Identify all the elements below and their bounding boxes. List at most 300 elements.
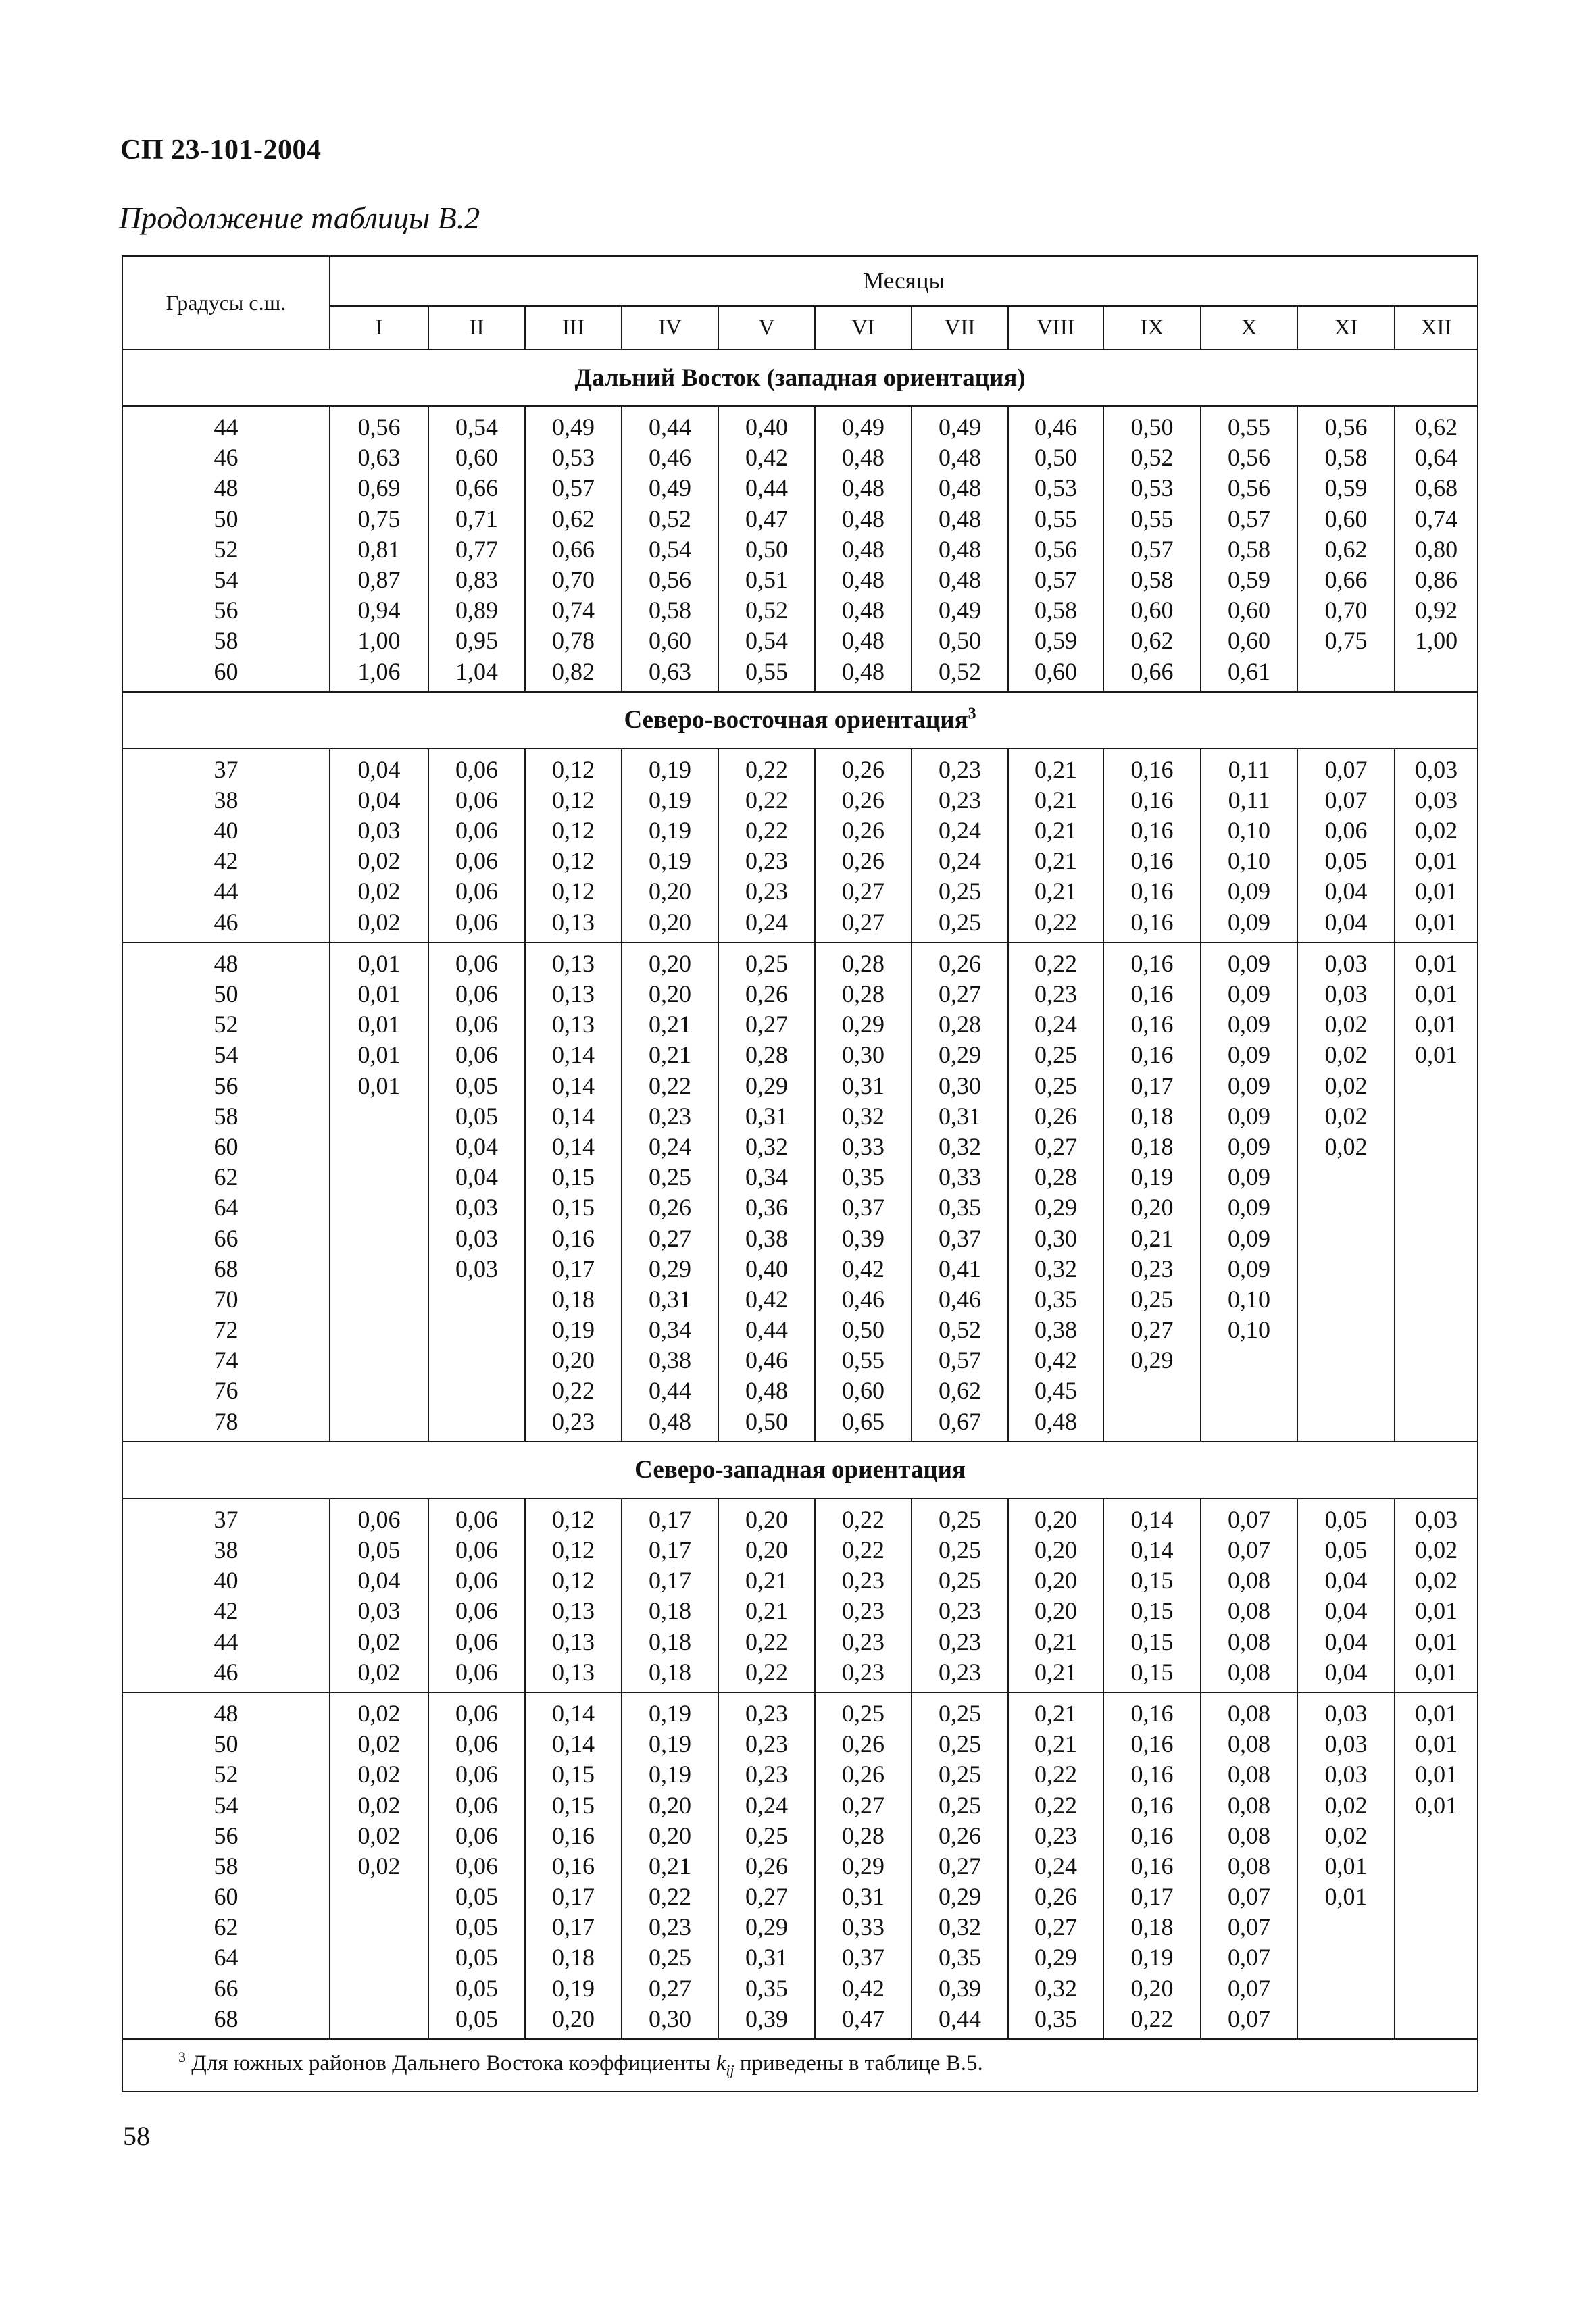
coefficient-value: 0,12 xyxy=(552,847,595,875)
coefficient-value: 0,32 xyxy=(1034,1255,1077,1282)
coefficient-value: 0,02 xyxy=(1324,1821,1368,1849)
latitude-value: 56 xyxy=(214,597,239,624)
coefficient-value: 0,02 xyxy=(357,1730,401,1758)
latitude-value: 48 xyxy=(214,1699,239,1727)
coefficient-value: 0,02 xyxy=(357,1699,401,1727)
coefficient-value: 0,06 xyxy=(455,1821,498,1849)
coefficient-value: 0,95 xyxy=(455,627,498,655)
coefficient-value: 0,57 xyxy=(552,474,595,502)
coefficient-value: 0,21 xyxy=(1034,817,1077,845)
coefficient-value: 0,06 xyxy=(357,1505,401,1533)
coefficient-value: 0,10 xyxy=(1228,817,1270,845)
coefficient-value: 0,53 xyxy=(1034,474,1077,502)
coefficient-value: 0,48 xyxy=(939,444,981,472)
coefficient-value: 0,25 xyxy=(939,908,981,936)
coefficient-value: 0,02 xyxy=(1324,1791,1368,1819)
coefficient-value: 0,18 xyxy=(552,1285,595,1313)
coefficient-value: 0,24 xyxy=(939,847,981,875)
coefficient-value: 0,16 xyxy=(1130,817,1174,845)
coefficient-value: 0,35 xyxy=(939,1194,981,1222)
coefficient-value: 0,01 xyxy=(1415,878,1458,905)
coefficient-value: 0,01 xyxy=(1415,1041,1458,1069)
coefficient-value: 0,56 xyxy=(1228,444,1270,472)
coefficient-value: 0,10 xyxy=(1228,1316,1270,1344)
coefficient-value: 0,51 xyxy=(745,565,788,593)
coefficient-value: 0,02 xyxy=(357,1791,401,1819)
coefficient-value: 0,14 xyxy=(552,1041,595,1069)
coefficient-value: 0,29 xyxy=(842,1011,884,1038)
coefficient-value: 0,50 xyxy=(939,627,981,655)
footnote-symbol: $k_{ij}$ xyxy=(716,2051,734,2079)
coefficient-value: 0,59 xyxy=(1324,474,1368,502)
coefficient-value: 0,05 xyxy=(455,1944,498,1971)
coefficient-value: 0,15 xyxy=(552,1791,595,1819)
data-block-row xyxy=(122,749,1478,942)
coefficient-value: 0,27 xyxy=(842,908,884,936)
coefficient-value: 0,40 xyxy=(745,1255,788,1282)
coefficient-value: 0,25 xyxy=(649,1944,691,1971)
coefficient-value: 0,02 xyxy=(357,1658,401,1686)
coefficient-value: 0,23 xyxy=(649,1102,691,1130)
coefficient-value: 0,28 xyxy=(939,1011,981,1038)
coefficient-value: 0,14 xyxy=(552,1699,595,1727)
month-header-4: IV xyxy=(622,306,718,349)
coefficient-value: 0,06 xyxy=(455,1730,498,1758)
month-header-2: II xyxy=(428,306,525,349)
coefficient-value: 0,14 xyxy=(552,1730,595,1758)
month-header-3: III xyxy=(525,306,622,349)
coefficient-value: 0,18 xyxy=(552,1944,595,1971)
coefficient-value: 0,49 xyxy=(939,597,981,624)
coefficient-value: 0,08 xyxy=(1228,1821,1270,1849)
coefficient-value: 0,57 xyxy=(939,1347,981,1374)
coefficient-value: 0,01 xyxy=(1415,980,1458,1007)
coefficient-value: 0,47 xyxy=(842,2005,884,2032)
month-7-values xyxy=(912,406,1008,692)
coefficient-value: 0,49 xyxy=(552,413,595,441)
coefficient-value: 0,25 xyxy=(939,1730,981,1758)
coefficient-value: 0,69 xyxy=(357,474,401,502)
coefficient-value: 0,25 xyxy=(649,1163,691,1191)
latitude-value: 48 xyxy=(214,949,239,977)
coefficient-value: 0,24 xyxy=(1034,1852,1077,1880)
coefficient-value: 0,08 xyxy=(1228,1791,1270,1819)
coefficient-value: 0,74 xyxy=(1415,505,1458,532)
coefficient-value: 0,70 xyxy=(1324,597,1368,624)
coefficient-value: 0,08 xyxy=(1228,1730,1270,1758)
coefficient-value: 0,22 xyxy=(649,1883,691,1911)
coefficient-value: 0,23 xyxy=(939,786,981,813)
coefficient-value: 0,63 xyxy=(649,657,691,685)
coefficient-value: 0,07 xyxy=(1228,2005,1270,2032)
coefficient-value: 0,26 xyxy=(1034,1883,1077,1911)
coefficient-value: 0,33 xyxy=(842,1132,884,1160)
coefficient-value: 0,55 xyxy=(1130,505,1174,532)
latitude-value: 58 xyxy=(214,1102,239,1130)
coefficient-value: 0,16 xyxy=(1130,1761,1174,1788)
coefficient-value: 0,24 xyxy=(939,817,981,845)
month-header-1: I xyxy=(330,306,428,349)
coefficient-value: 0,44 xyxy=(649,413,691,441)
coefficient-value: 0,06 xyxy=(455,786,498,813)
coefficient-value: 0,60 xyxy=(649,627,691,655)
latitude-value: 56 xyxy=(214,1821,239,1849)
coefficient-value: 0,03 xyxy=(357,1597,401,1625)
coefficient-value: 0,09 xyxy=(1228,1041,1270,1069)
coefficient-value: 0,31 xyxy=(939,1102,981,1130)
latitude-value: 38 xyxy=(214,1536,239,1563)
coefficient-value: 0,50 xyxy=(842,1316,884,1344)
coefficient-value: 0,08 xyxy=(1228,1852,1270,1880)
coefficient-value: 0,26 xyxy=(842,1761,884,1788)
coefficient-value: 0,09 xyxy=(1228,1255,1270,1282)
month-header-12: XII xyxy=(1395,306,1478,349)
coefficient-value: 0,07 xyxy=(1324,786,1368,813)
coefficient-value: 0,34 xyxy=(745,1163,788,1191)
month-3-values xyxy=(525,942,622,1442)
coefficient-value: 0,62 xyxy=(1130,627,1174,655)
coefficient-value: 0,42 xyxy=(745,444,788,472)
coefficient-value: 0,30 xyxy=(649,2005,691,2032)
coefficient-value: 0,21 xyxy=(649,1852,691,1880)
coefficient-value: 0,44 xyxy=(939,2005,981,2032)
latitude-value: 46 xyxy=(214,908,239,936)
month-12-values xyxy=(1395,406,1478,692)
latitude-value: 54 xyxy=(214,1791,239,1819)
coefficient-value: 0,52 xyxy=(649,505,691,532)
coefficient-value: 0,06 xyxy=(455,1699,498,1727)
coefficient-value: 0,16 xyxy=(1130,878,1174,905)
section-title-row xyxy=(122,1442,1478,1499)
coefficient-value: 0,46 xyxy=(745,1347,788,1374)
coefficient-value: 0,02 xyxy=(1324,1072,1368,1099)
coefficient-value: 0,49 xyxy=(939,413,981,441)
coefficient-value: 0,01 xyxy=(1415,1791,1458,1819)
coefficient-value: 0,52 xyxy=(939,1316,981,1344)
coefficient-value: 0,16 xyxy=(1130,1821,1174,1849)
coefficient-value: 0,53 xyxy=(1130,474,1174,502)
month-12-values xyxy=(1395,1692,1478,2039)
coefficient-value: 0,59 xyxy=(1228,565,1270,593)
coefficient-value: 0,12 xyxy=(552,1505,595,1533)
footnote-text-before: Для южных районов Дальнего Востока коэффициенты xyxy=(191,2051,716,2076)
coefficient-value: 0,02 xyxy=(357,847,401,875)
coefficient-value: 0,17 xyxy=(1130,1072,1174,1099)
coefficient-value: 0,31 xyxy=(649,1285,691,1313)
coefficient-value: 0,26 xyxy=(649,1194,691,1222)
latitude-value: 52 xyxy=(214,535,239,563)
coefficient-value: 0,16 xyxy=(1130,1011,1174,1038)
coefficient-value: 0,09 xyxy=(1228,1102,1270,1130)
coefficient-value: 0,19 xyxy=(649,817,691,845)
coefficient-value: 0,23 xyxy=(939,1628,981,1655)
coefficient-value: 0,20 xyxy=(649,1791,691,1819)
latitude-value: 48 xyxy=(214,474,239,502)
coefficient-value: 0,10 xyxy=(1228,847,1270,875)
month-header-6: VI xyxy=(815,306,912,349)
coefficient-value: 0,33 xyxy=(939,1163,981,1191)
coefficient-value: 0,17 xyxy=(552,1883,595,1911)
coefficient-value: 0,22 xyxy=(1034,1791,1077,1819)
month-1-values xyxy=(330,406,428,692)
coefficient-value: 0,25 xyxy=(939,1699,981,1727)
coefficient-value: 0,30 xyxy=(939,1072,981,1099)
coefficient-value: 0,24 xyxy=(745,1791,788,1819)
coefficient-value: 0,02 xyxy=(1415,1536,1458,1563)
coefficient-value: 0,30 xyxy=(842,1041,884,1069)
coefficient-value: 0,35 xyxy=(842,1163,884,1191)
coefficient-value: 0,14 xyxy=(552,1132,595,1160)
coefficient-value: 0,26 xyxy=(939,1821,981,1849)
coefficient-value: 0,54 xyxy=(649,535,691,563)
month-1-values xyxy=(330,749,428,942)
coefficient-value: 0,26 xyxy=(842,786,884,813)
coefficient-value: 0,22 xyxy=(1034,908,1077,936)
coefficient-value: 0,28 xyxy=(842,1821,884,1849)
coefficient-value: 0,16 xyxy=(552,1821,595,1849)
coefficient-value: 0,23 xyxy=(842,1567,884,1594)
coefficient-value: 0,52 xyxy=(939,657,981,685)
coefficient-value: 0,09 xyxy=(1228,1163,1270,1191)
coefficient-value: 0,06 xyxy=(455,1536,498,1563)
coefficient-value: 0,13 xyxy=(552,908,595,936)
coefficient-value: 0,20 xyxy=(745,1505,788,1533)
coefficient-value: 0,56 xyxy=(649,565,691,593)
month-9-values xyxy=(1103,1692,1201,2039)
coefficient-value: 0,80 xyxy=(1415,535,1458,563)
coefficient-value: 0,08 xyxy=(1228,1628,1270,1655)
month-1-values xyxy=(330,1692,428,2039)
coefficient-value: 0,08 xyxy=(1228,1567,1270,1594)
latitude-value: 64 xyxy=(214,1194,239,1222)
latitude-value: 40 xyxy=(214,1567,239,1594)
coefficient-value: 0,48 xyxy=(842,474,884,502)
coefficient-value: 0,02 xyxy=(1324,1132,1368,1160)
coefficient-value: 0,22 xyxy=(745,786,788,813)
coefficient-value: 0,04 xyxy=(455,1132,498,1160)
coefficient-value: 0,58 xyxy=(1228,535,1270,563)
coefficient-value: 0,05 xyxy=(455,1072,498,1099)
coefficient-value: 0,42 xyxy=(745,1285,788,1313)
coefficient-value: 0,02 xyxy=(357,878,401,905)
coefficient-value: 0,25 xyxy=(939,1536,981,1563)
coefficient-value: 0,60 xyxy=(1034,657,1077,685)
coefficient-value: 0,26 xyxy=(842,1730,884,1758)
coefficient-value: 0,45 xyxy=(1034,1377,1077,1405)
coefficient-value: 0,22 xyxy=(842,1505,884,1533)
coefficient-value: 0,27 xyxy=(842,1791,884,1819)
coefficient-value: 0,39 xyxy=(842,1224,884,1252)
latitude-value: 58 xyxy=(214,627,239,655)
coefficient-value: 0,19 xyxy=(649,1761,691,1788)
coefficient-value: 0,29 xyxy=(939,1041,981,1069)
coefficient-value: 0,21 xyxy=(1034,1628,1077,1655)
month-header-10: X xyxy=(1201,306,1297,349)
coefficient-value: 0,31 xyxy=(745,1102,788,1130)
month-11-values xyxy=(1297,1499,1395,1692)
coefficient-value: 0,27 xyxy=(939,980,981,1007)
coefficient-value: 0,48 xyxy=(939,505,981,532)
latitude-value: 42 xyxy=(214,847,239,875)
coefficient-value: 0,32 xyxy=(745,1132,788,1160)
coefficient-value: 0,39 xyxy=(745,2005,788,2032)
coefficient-value: 0,25 xyxy=(745,1821,788,1849)
coefficient-value: 0,42 xyxy=(842,1255,884,1282)
coefficient-value: 0,89 xyxy=(455,597,498,624)
latitude-value: 44 xyxy=(214,413,239,441)
coefficient-value: 0,63 xyxy=(357,444,401,472)
month-header-5: V xyxy=(718,306,815,349)
coefficient-value: 0,48 xyxy=(842,444,884,472)
coefficient-value: 0,29 xyxy=(745,1913,788,1941)
latitude-value: 50 xyxy=(214,1730,239,1758)
latitude-cell xyxy=(122,406,330,692)
coefficient-value: 0,07 xyxy=(1228,1944,1270,1971)
coefficient-value: 0,01 xyxy=(1415,1011,1458,1038)
coefficient-value: 0,60 xyxy=(1130,597,1174,624)
latitude-cell xyxy=(122,942,330,1442)
coefficient-value: 0,75 xyxy=(1324,627,1368,655)
coefficient-value: 0,62 xyxy=(939,1377,981,1405)
coefficient-value: 0,15 xyxy=(552,1194,595,1222)
coefficient-value: 0,20 xyxy=(1034,1567,1077,1594)
coefficient-value: 0,01 xyxy=(357,980,401,1007)
latitude-value: 44 xyxy=(214,878,239,905)
latitude-value: 72 xyxy=(214,1316,239,1344)
coefficient-value: 0,25 xyxy=(842,1699,884,1727)
month-5-values xyxy=(718,1692,815,2039)
coefficient-value: 0,05 xyxy=(455,1974,498,2002)
coefficient-value: 0,14 xyxy=(552,1072,595,1099)
coefficient-value: 0,20 xyxy=(649,949,691,977)
coefficient-value: 0,06 xyxy=(455,1567,498,1594)
coefficient-value: 0,58 xyxy=(1130,565,1174,593)
coefficient-value: 0,20 xyxy=(1034,1505,1077,1533)
coefficient-value: 0,38 xyxy=(649,1347,691,1374)
month-6-values xyxy=(815,942,912,1442)
coefficient-value: 0,23 xyxy=(745,1761,788,1788)
month-8-values xyxy=(1008,406,1103,692)
coefficient-value: 0,39 xyxy=(939,1974,981,2002)
coefficient-value: 0,01 xyxy=(357,1011,401,1038)
coefficient-value: 0,50 xyxy=(1130,413,1174,441)
coefficient-value: 0,09 xyxy=(1228,1011,1270,1038)
month-11-values xyxy=(1297,749,1395,942)
coefficient-value: 0,01 xyxy=(1415,1658,1458,1686)
month-7-values xyxy=(912,749,1008,942)
coefficient-value: 0,01 xyxy=(1415,1730,1458,1758)
coefficient-value: 0,01 xyxy=(1415,1597,1458,1625)
coefficient-value: 0,20 xyxy=(1034,1536,1077,1563)
coefficient-value: 0,16 xyxy=(1130,1852,1174,1880)
month-4-values xyxy=(622,1499,718,1692)
coefficient-value: 0,27 xyxy=(745,1883,788,1911)
coefficient-value: 0,22 xyxy=(1130,2005,1174,2032)
month-header-9: IX xyxy=(1103,306,1201,349)
coefficient-value: 0,60 xyxy=(1324,505,1368,532)
coefficient-value: 0,06 xyxy=(455,847,498,875)
coefficient-value: 0,25 xyxy=(1034,1072,1077,1099)
coefficient-value: 0,03 xyxy=(1415,755,1458,783)
coefficient-value: 0,56 xyxy=(1324,413,1368,441)
coefficient-value: 0,19 xyxy=(649,755,691,783)
month-header-7: VII xyxy=(912,306,1008,349)
coefficient-value: 0,61 xyxy=(1228,657,1270,685)
coefficient-value: 0,53 xyxy=(552,444,595,472)
coefficient-value: 0,06 xyxy=(455,1041,498,1069)
month-2-values xyxy=(428,406,525,692)
coefficient-value: 0,46 xyxy=(1034,413,1077,441)
coefficient-value: 0,10 xyxy=(1228,1285,1270,1313)
latitude-value: 52 xyxy=(214,1761,239,1788)
month-6-values xyxy=(815,1499,912,1692)
latitude-value: 37 xyxy=(214,1505,239,1533)
coefficient-value: 0,04 xyxy=(1324,1597,1368,1625)
month-11-values xyxy=(1297,942,1395,1442)
month-4-values xyxy=(622,1692,718,2039)
coefficient-value: 0,48 xyxy=(842,627,884,655)
coefficient-value: 0,50 xyxy=(745,1407,788,1435)
coefficient-value: 0,77 xyxy=(455,535,498,563)
coefficient-value: 0,37 xyxy=(842,1944,884,1971)
coefficient-value: 0,03 xyxy=(455,1194,498,1222)
coefficient-value: 0,21 xyxy=(1034,786,1077,813)
coefficient-value: 0,25 xyxy=(939,1567,981,1594)
coefficient-value: 0,26 xyxy=(842,817,884,845)
coefficient-value: 0,57 xyxy=(1228,505,1270,532)
coefficient-value: 0,21 xyxy=(1034,847,1077,875)
month-5-values xyxy=(718,749,815,942)
month-5-values xyxy=(718,1499,815,1692)
coefficient-value: 0,08 xyxy=(1228,1699,1270,1727)
latitude-value: 74 xyxy=(214,1347,239,1374)
coefficient-value: 0,01 xyxy=(1415,949,1458,977)
month-header-11: XI xyxy=(1297,306,1395,349)
coefficient-value: 0,04 xyxy=(1324,908,1368,936)
coefficient-value: 0,18 xyxy=(649,1628,691,1655)
latitude-value: 56 xyxy=(214,1072,239,1099)
coefficient-value: 0,29 xyxy=(1034,1944,1077,1971)
coefficient-value: 0,25 xyxy=(939,1761,981,1788)
coefficient-value: 0,62 xyxy=(1324,535,1368,563)
coefficient-value: 0,23 xyxy=(939,1597,981,1625)
coefficient-value: 0,05 xyxy=(1324,1536,1368,1563)
coefficient-value: 0,07 xyxy=(1228,1974,1270,2002)
month-2-values xyxy=(428,1692,525,2039)
coefficient-value: 0,02 xyxy=(357,1852,401,1880)
coefficient-value: 0,32 xyxy=(939,1132,981,1160)
coefficient-value: 0,06 xyxy=(455,1761,498,1788)
month-12-values xyxy=(1395,749,1478,942)
coefficient-value: 0,56 xyxy=(357,413,401,441)
month-12-values xyxy=(1395,942,1478,1442)
coefficient-value: 0,67 xyxy=(939,1407,981,1435)
coefficient-value: 0,22 xyxy=(745,817,788,845)
coefficient-value: 0,13 xyxy=(552,1011,595,1038)
month-10-values xyxy=(1201,749,1297,942)
coefficient-value: 0,26 xyxy=(939,949,981,977)
coefficient-value: 0,23 xyxy=(842,1628,884,1655)
coefficient-value: 0,19 xyxy=(552,1974,595,2002)
coefficient-value: 0,26 xyxy=(745,980,788,1007)
latitude-value: 58 xyxy=(214,1852,239,1880)
coefficient-value: 0,07 xyxy=(1228,1505,1270,1533)
latitude-value: 42 xyxy=(214,1597,239,1625)
coefficient-value: 0,22 xyxy=(745,755,788,783)
coefficient-value: 0,60 xyxy=(842,1377,884,1405)
coefficient-value: 0,48 xyxy=(842,565,884,593)
coefficient-value: 0,01 xyxy=(1415,1761,1458,1788)
